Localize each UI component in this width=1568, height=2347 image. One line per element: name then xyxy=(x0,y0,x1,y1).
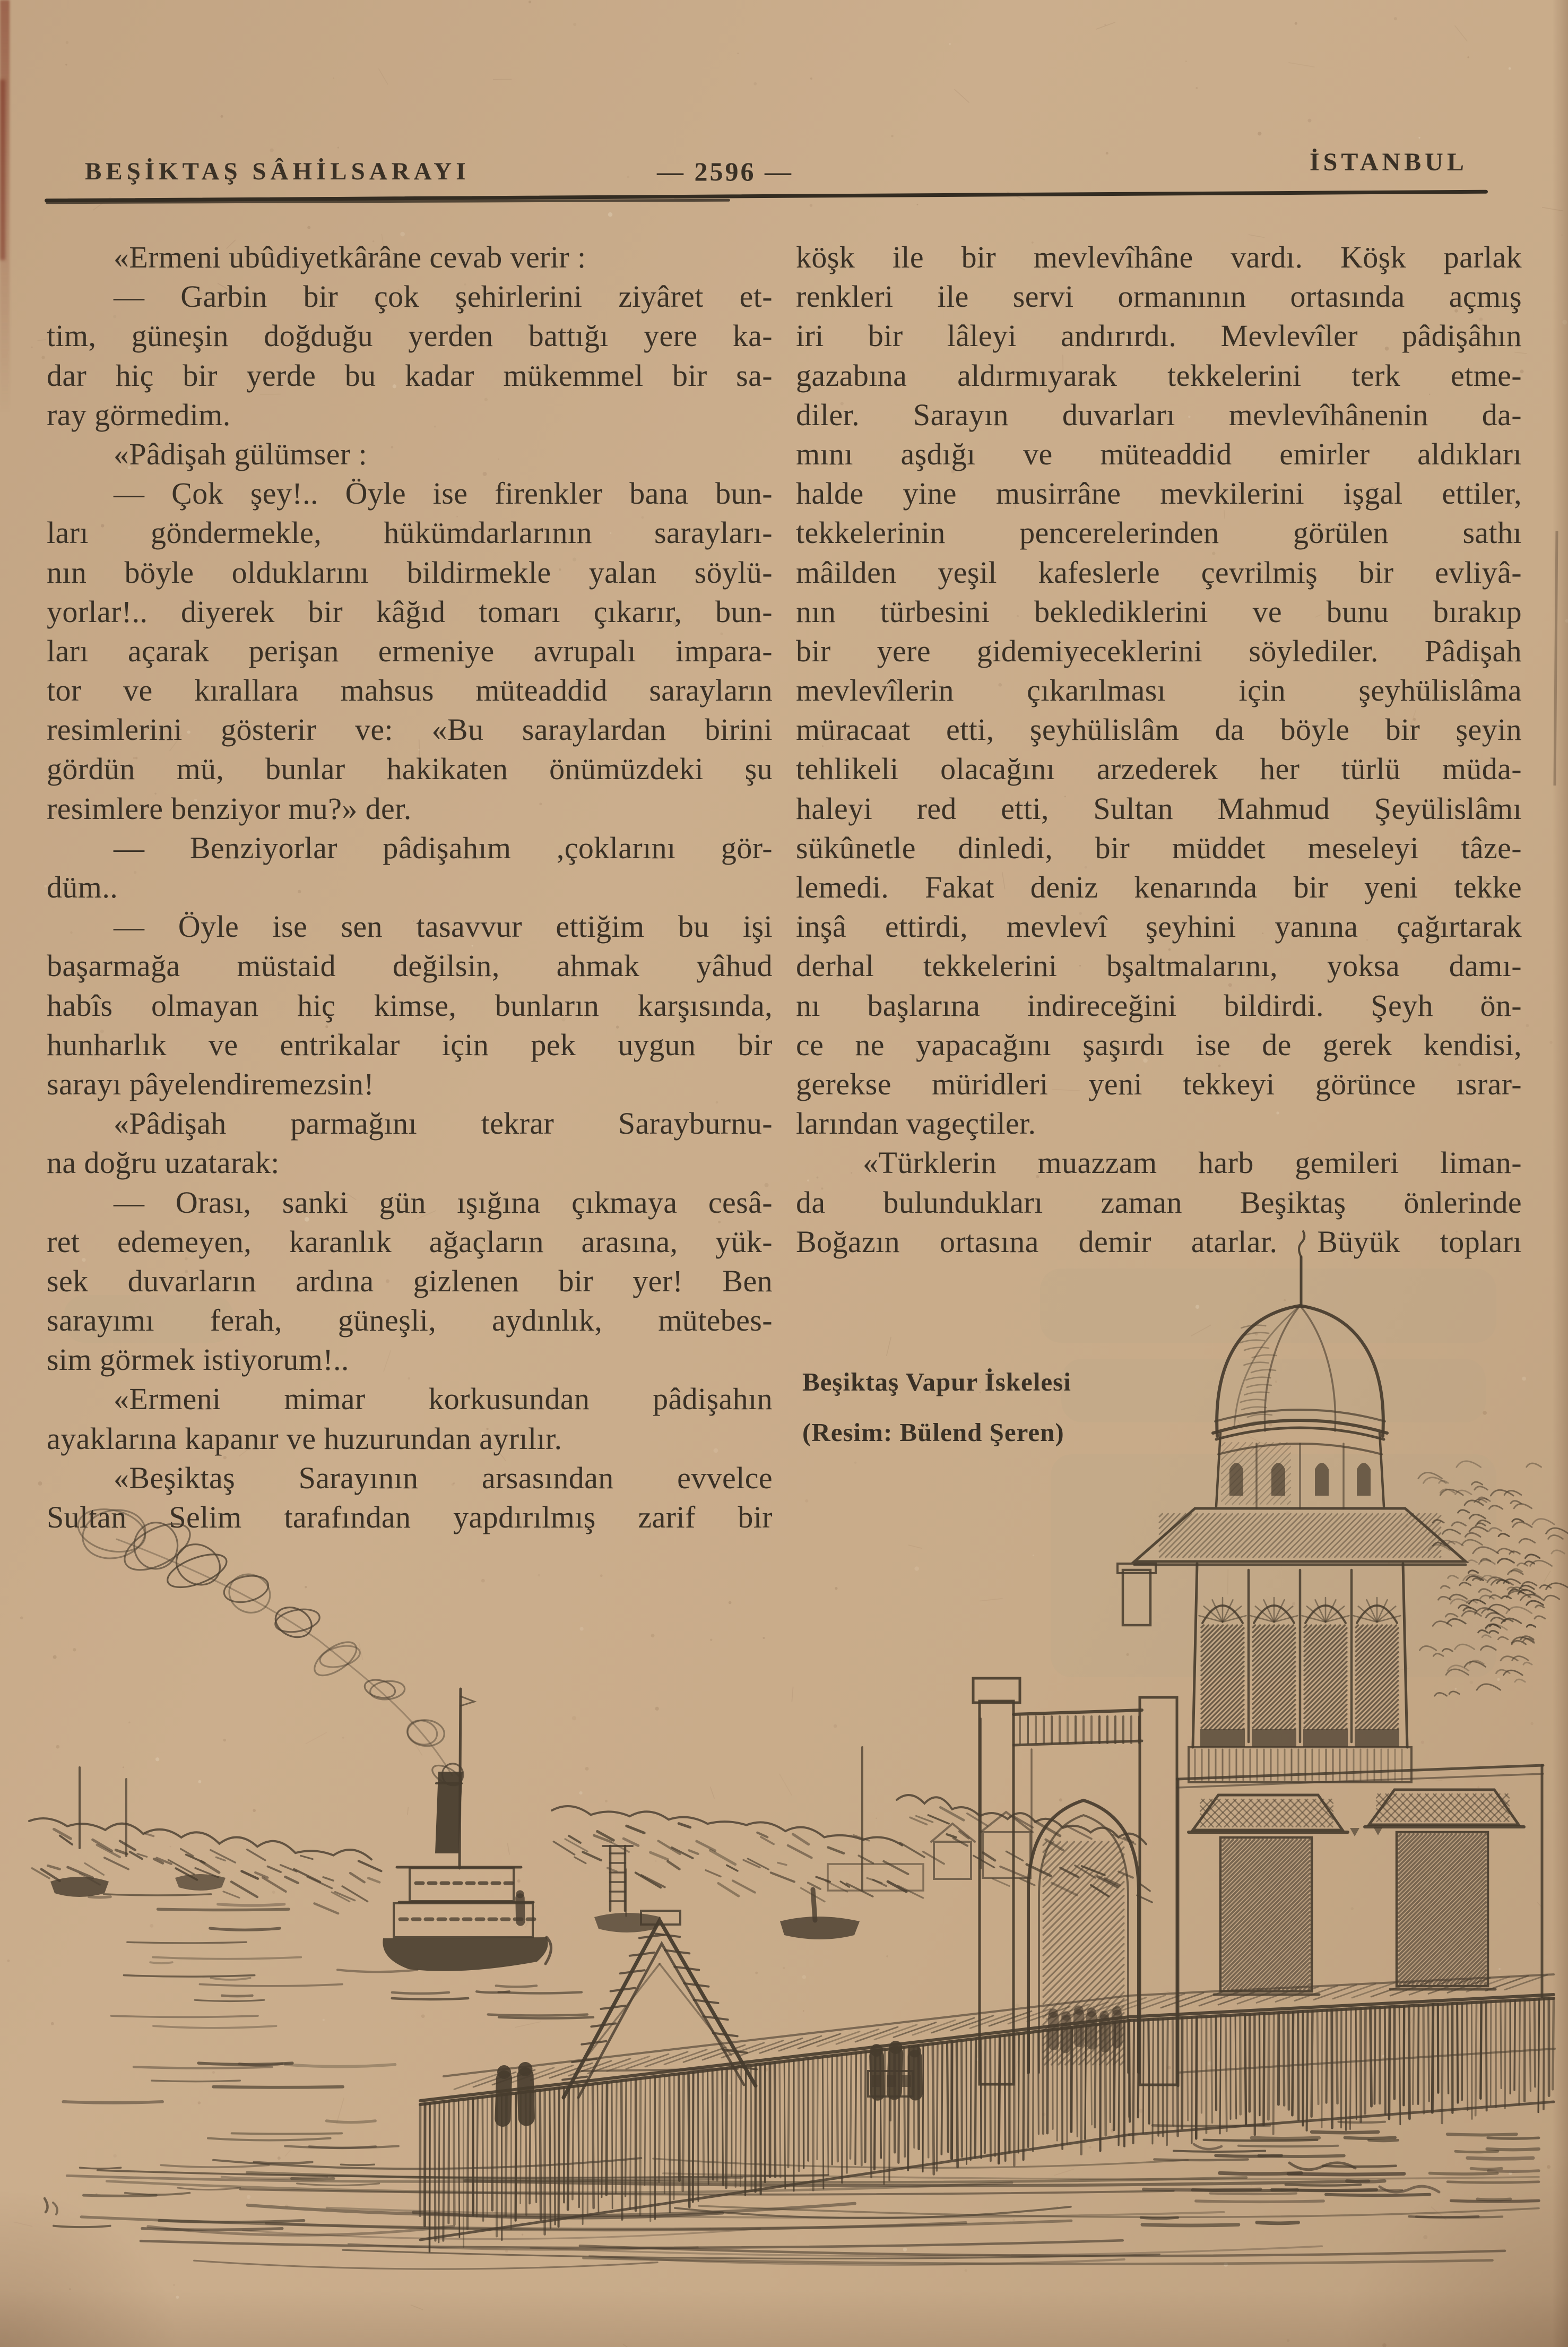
text-line: ayaklarına kapanır ve huzurundan ayrılır. xyxy=(47,1421,562,1456)
text-line: mevlevîlerin çıkarılması için şeyhülislâma xyxy=(796,673,1522,708)
text-line: nın böyle olduklarını bildirmekle yalan söylü- xyxy=(47,555,773,590)
text-line: «Beşiktaş Sarayının arsasından evvelce xyxy=(114,1460,773,1495)
text-line: sükûnetle dinledi, bir müddet meseleyi tâze- xyxy=(796,830,1522,865)
text-line: da bulundukları zaman Beşiktaş önlerinde xyxy=(796,1185,1522,1220)
text-line: sek duvarların ardına gizlenen bir yer! Ben xyxy=(47,1263,773,1298)
text-line: tehlikeli olacağını arzederek her türlü müda- xyxy=(796,752,1522,787)
text-line: tor ve kırallara mahsus müteaddid sarayların xyxy=(47,673,773,708)
text-line: gerekse müridleri yeni tekkeyi görünce ısrar- xyxy=(796,1066,1522,1101)
text-line: renkleri ile servi ormanının ortasında açmış xyxy=(796,279,1522,314)
text-line: nı başlarına indireceğini bildirdi. Şeyh ön- xyxy=(796,988,1522,1023)
text-line: müracaat etti, şeyhülislâm da böyle bir şeyin xyxy=(796,712,1522,747)
text-line: tim, güneşin doğduğu yerden battığı yere ka- xyxy=(47,318,773,353)
text-line: «Pâdişah gülümser : xyxy=(114,436,368,471)
text-line: sarayı pâyelendiremezsin! xyxy=(47,1066,375,1101)
text-line: «Ermeni mimar korkusundan pâdişahın xyxy=(114,1382,773,1417)
text-line: — Çok şey!.. Öyle ise firenkler bana bun- xyxy=(114,476,773,511)
running-title-volume: İSTANBUL xyxy=(1310,148,1468,176)
text-line: lemedi. Fakat deniz kenarında bir yeni tekke xyxy=(796,870,1522,904)
text-line: sarayımı ferah, güneşli, aydınlık, mütebes- xyxy=(47,1303,773,1338)
illustration-caption xyxy=(802,1357,1071,1457)
text-line: — Orası, sanki gün ışığına çıkmaya cesâ- xyxy=(114,1185,773,1220)
text-line: «Ermeni ubûdiyetkârâne cevab verir : xyxy=(114,240,586,274)
page-number: — 2596 — xyxy=(657,157,793,186)
text-line: — Öyle ise sen tasavvur ettiğim bu işi xyxy=(114,909,773,944)
text-line: dar hiç bir yerde bu kadar mükemmel bir sa- xyxy=(47,358,773,393)
text-line: resimlere benziyor mu?» der. xyxy=(47,791,412,826)
text-line: nın türbesini beklediklerini ve bunu bırakıp xyxy=(796,594,1522,629)
text-line: Boğazın ortasına demir atarlar. Büyük topları xyxy=(796,1224,1522,1259)
text-line: köşk ile bir mevlevîhâne vardı. Köşk parlak xyxy=(796,240,1522,274)
text-column-left xyxy=(47,238,773,1537)
text-line: gazabına aldırmıyarak tekkelerini terk etme- xyxy=(796,358,1522,393)
text-line: bir yere gidemiyeceklerini söylediler. Pâdişah xyxy=(796,633,1522,668)
illustration-caption-credit: (Resim: Bülend Şeren) xyxy=(802,1418,1064,1447)
illustration-caption-title: Beşiktaş Vapur İskelesi xyxy=(802,1367,1071,1396)
page-corner-shadow xyxy=(0,2188,180,2347)
text-column-right xyxy=(796,238,1522,1262)
page-edge-stain xyxy=(0,80,5,260)
text-line: «Pâdişah parmağını tekrar Sarayburnu- xyxy=(114,1106,773,1141)
text-line: diler. Sarayın duvarları mevlevîhânenin da- xyxy=(796,397,1522,432)
text-line: derhal tekkelerini bşaltmalarını, yoksa damı- xyxy=(796,948,1522,983)
text-line: inşâ ettirdi, mevlevî şeyhini yanına çağırtarak xyxy=(796,909,1522,944)
text-line: ları göndermekle, hükümdarlarının sarayları- xyxy=(47,515,773,550)
text-line: gördün mü, bunlar hakikaten önümüzdeki şu xyxy=(47,752,773,787)
page-corner-shadow xyxy=(1345,2156,1568,2347)
text-line: resimlerini gösterir ve: «Bu saraylardan birini xyxy=(47,712,773,747)
text-line: ları açarak perişan ermeniye avrupalı impara- xyxy=(47,633,773,668)
text-line: iri bir lâleyi andırırdı. Mevlevîler pâdişâhın xyxy=(796,318,1522,353)
text-line: habîs olmayan hiç kimse, bunların karşısında, xyxy=(47,988,773,1023)
text-line: halde yine musirrâne mevkilerini işgal ettiler, xyxy=(796,476,1522,511)
text-line: mâilden yeşil kafeslerle çevrilmiş bir evliyâ- xyxy=(796,555,1522,590)
text-line: haleyi red etti, Sultan Mahmud Şeyülislâmı xyxy=(796,791,1522,826)
text-line: — Benziyorlar pâdişahım ,çoklarını gör- xyxy=(114,830,773,865)
page-edge-shading-right xyxy=(1552,0,1568,2347)
text-line: başarmağa müstaid değilsin, ahmak yâhud xyxy=(47,948,773,983)
text-line: hunharlık ve entrikalar için pek uygun bir xyxy=(47,1027,773,1062)
text-line: mını aşdığı ve müteaddid emirler aldıkları xyxy=(796,436,1522,471)
text-line: ce ne yapacağını şaşırdı ise de gerek kendisi, xyxy=(796,1027,1522,1062)
page-edge-shading-bottom xyxy=(0,2289,1568,2347)
text-line: — Garbin bir çok şehirlerini ziyâret et- xyxy=(114,279,773,314)
text-line: düm.. xyxy=(47,870,118,904)
text-line: tekkelerinin pencerelerinden görülen sathı xyxy=(796,515,1522,550)
text-line: sim görmek istiyorum!.. xyxy=(47,1342,349,1377)
text-line: «Türklerin muazzam harb gemileri liman- xyxy=(863,1145,1522,1180)
text-line: na doğru uzatarak: xyxy=(47,1145,280,1180)
text-line: larından vageçtiler. xyxy=(796,1106,1036,1141)
text-line: yorlar!.. diyerek bir kâğıd tomarı çıkarır, bun- xyxy=(47,594,773,629)
text-line: ray görmedim. xyxy=(47,397,231,432)
text-line: Sultan Selim tarafından yapdırılmış zarif bir xyxy=(47,1500,773,1534)
running-title-article: BEŞİKTAŞ SÂHİLSARAYI xyxy=(85,158,470,185)
text-line: ret edemeyen, karanlık ağaçların arasına, yük- xyxy=(47,1224,773,1259)
